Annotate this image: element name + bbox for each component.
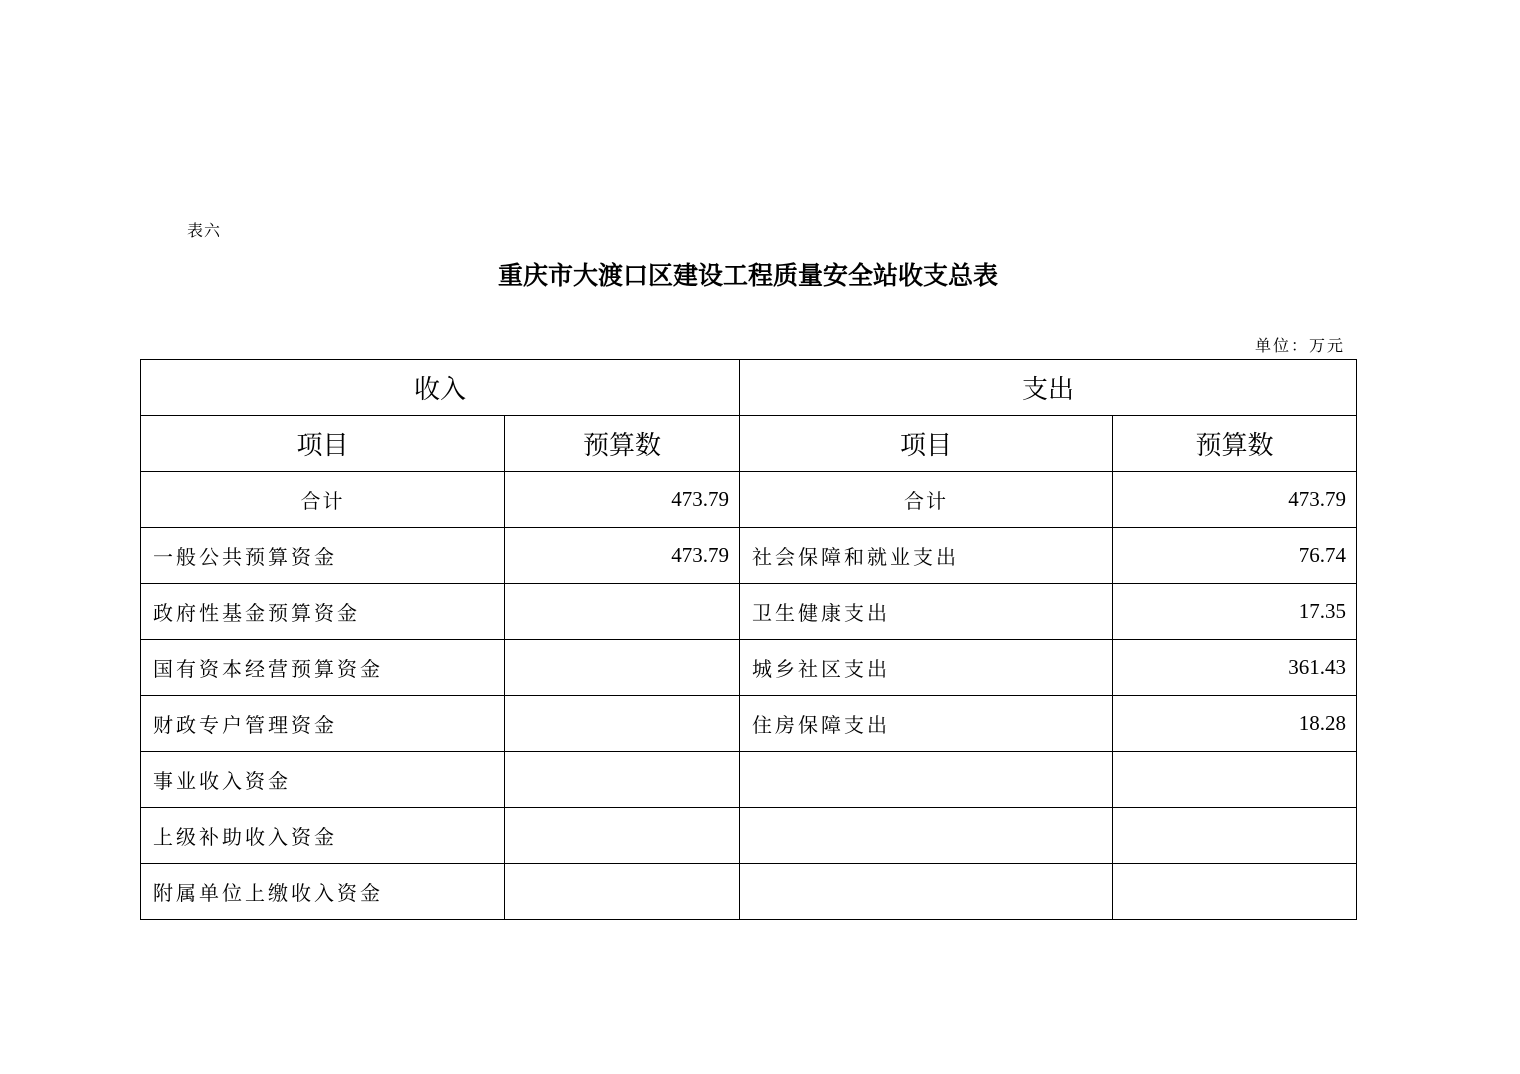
expense-total-label: 合计 bbox=[740, 472, 1113, 528]
unit-label: 单位：万元 bbox=[1254, 336, 1345, 355]
expense-amount: 18.28 bbox=[1113, 696, 1357, 752]
income-amount bbox=[505, 808, 740, 864]
income-amount bbox=[505, 752, 740, 808]
total-row bbox=[141, 472, 1357, 528]
income-item: 一般公共预算资金 bbox=[141, 528, 505, 584]
expense-header: 支出 bbox=[740, 360, 1357, 416]
income-amount bbox=[505, 584, 740, 640]
expense-item bbox=[740, 752, 1113, 808]
income-item: 上级补助收入资金 bbox=[141, 808, 505, 864]
income-amount bbox=[505, 696, 740, 752]
income-header: 收入 bbox=[141, 360, 740, 416]
income-amount: 473.79 bbox=[505, 528, 740, 584]
expense-item-header: 项目 bbox=[740, 416, 1113, 472]
section-header-row bbox=[141, 360, 1357, 416]
income-item: 国有资本经营预算资金 bbox=[141, 640, 505, 696]
income-item: 财政专户管理资金 bbox=[141, 696, 505, 752]
expense-budget-header: 预算数 bbox=[1113, 416, 1357, 472]
expense-amount: 361.43 bbox=[1113, 640, 1357, 696]
expense-item bbox=[740, 808, 1113, 864]
income-item: 政府性基金预算资金 bbox=[141, 584, 505, 640]
table-label: 表六 bbox=[187, 221, 222, 240]
page-title: 重庆市大渡口区建设工程质量安全站收支总表 bbox=[497, 261, 998, 290]
table-row bbox=[141, 808, 1357, 864]
column-header-row bbox=[141, 416, 1357, 472]
expense-item: 社会保障和就业支出 bbox=[740, 528, 1113, 584]
income-item: 附属单位上缴收入资金 bbox=[141, 864, 505, 920]
table-row bbox=[141, 864, 1357, 920]
expense-amount bbox=[1113, 864, 1357, 920]
income-amount bbox=[505, 640, 740, 696]
expense-amount: 17.35 bbox=[1113, 584, 1357, 640]
expense-amount bbox=[1113, 808, 1357, 864]
income-item-header: 项目 bbox=[141, 416, 505, 472]
expense-item: 住房保障支出 bbox=[740, 696, 1113, 752]
expense-item: 卫生健康支出 bbox=[740, 584, 1113, 640]
expense-amount: 76.74 bbox=[1113, 528, 1357, 584]
income-total-label: 合计 bbox=[141, 472, 505, 528]
income-amount bbox=[505, 864, 740, 920]
expense-item: 城乡社区支出 bbox=[740, 640, 1113, 696]
table-row bbox=[141, 584, 1357, 640]
income-item: 事业收入资金 bbox=[141, 752, 505, 808]
income-total-amount: 473.79 bbox=[505, 472, 740, 528]
table-row bbox=[141, 528, 1357, 584]
expense-item bbox=[740, 864, 1113, 920]
table-row bbox=[141, 752, 1357, 808]
expense-amount bbox=[1113, 752, 1357, 808]
budget-summary-table bbox=[140, 359, 1357, 920]
table-row bbox=[141, 640, 1357, 696]
income-budget-header: 预算数 bbox=[505, 416, 740, 472]
table-row bbox=[141, 696, 1357, 752]
expense-total-amount: 473.79 bbox=[1113, 472, 1357, 528]
